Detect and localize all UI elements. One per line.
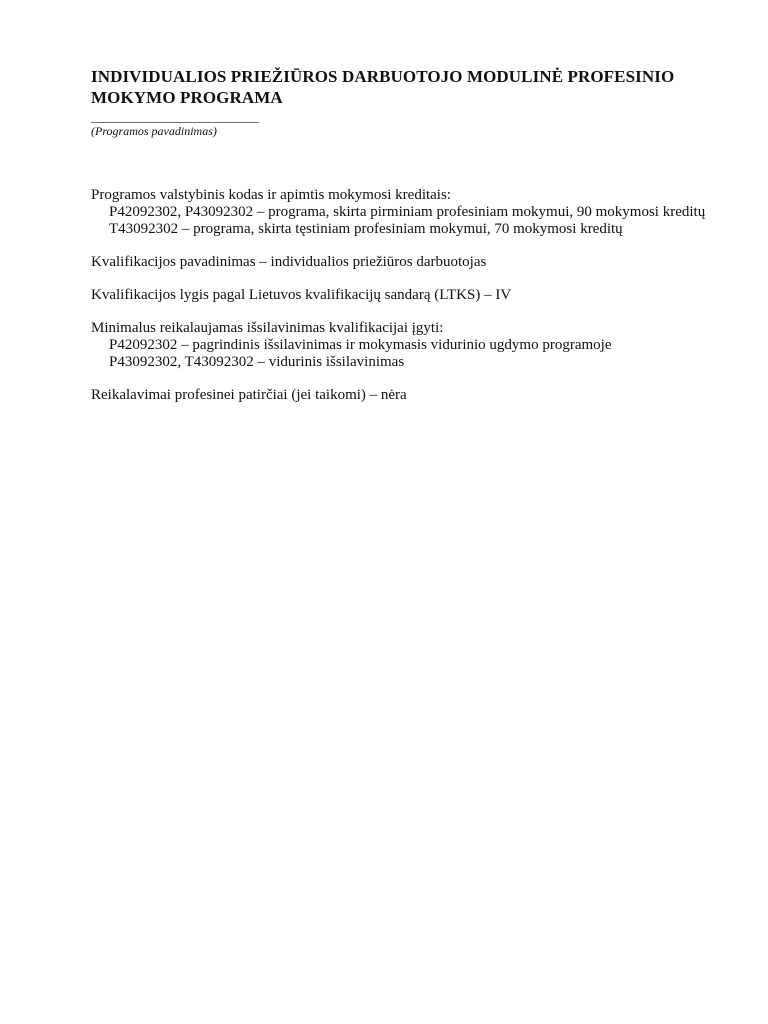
program-title-line-2: MOKYMO PROGRAMA xyxy=(91,88,283,107)
program-code-heading: Programos valstybinis kodas ir apimtis mokymosi kreditais: xyxy=(91,187,451,203)
program-title xyxy=(91,66,741,108)
program-title-line-1: INDIVIDUALIOS PRIEŽIŪROS DARBUOTOJO MODULINĖ PROFESINIO xyxy=(91,67,675,86)
program-code-item: T43092302 – programa, skirta tęstiniam profesiniam mokymui, 70 mokymosi kreditų xyxy=(109,221,623,237)
qualification-name: Kvalifikacijos pavadinimas – individualios priežiūros darbuotojas xyxy=(91,254,487,270)
program-code-item: P42092302, P43092302 – programa, skirta pirminiam profesiniam mokymui, 90 mokymosi kreditų xyxy=(109,204,706,220)
experience-requirement-section xyxy=(91,387,741,404)
education-requirement-section xyxy=(91,320,741,371)
qualification-name-section xyxy=(91,254,741,271)
education-requirement-item: P42092302 – pagrindinis išsilavinimas ir mokymasis vidurinio ugdymo programoje xyxy=(109,337,612,353)
education-requirement-heading: Minimalus reikalaujamas išsilavinimas kvalifikacijai įgyti: xyxy=(91,320,444,336)
title-underline-rule: ____________________________ xyxy=(91,110,259,124)
title-caption: (Programos pavadinimas) xyxy=(91,124,217,138)
document-page xyxy=(91,66,741,404)
qualification-level-section xyxy=(91,287,741,304)
experience-requirement: Reikalavimai profesinei patirčiai (jei taikomi) – nėra xyxy=(91,387,407,403)
education-requirement-item: P43092302, T43092302 – vidurinis išsilavinimas xyxy=(109,354,405,370)
program-code-section xyxy=(91,187,741,238)
qualification-level: Kvalifikacijos lygis pagal Lietuvos kvalifikacijų sandarą (LTKS) – IV xyxy=(91,287,512,303)
